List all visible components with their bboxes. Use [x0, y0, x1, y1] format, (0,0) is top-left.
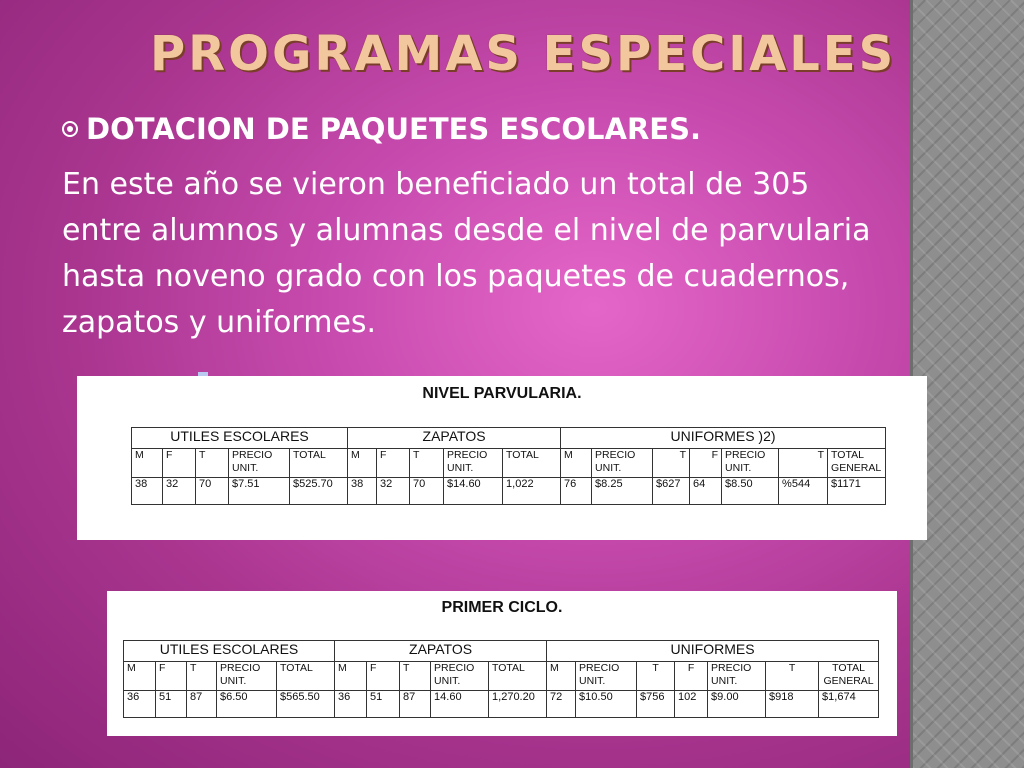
table-cell: $8.50: [722, 478, 779, 505]
table-row: [132, 478, 886, 505]
table-cell: 70: [196, 478, 229, 505]
group-header: ZAPATOS: [348, 428, 561, 449]
table-image-parvularia: [77, 376, 927, 540]
column-header: T: [410, 449, 444, 478]
group-header: ZAPATOS: [335, 641, 547, 662]
column-header: TOTAL GENERAL: [828, 449, 886, 478]
bullet-item: [62, 112, 701, 146]
table-cell: 32: [163, 478, 196, 505]
table-cell: $565.50: [277, 691, 335, 718]
group-header: UTILES ESCOLARES: [124, 641, 335, 662]
column-header: PRECIO UNIT.: [229, 449, 290, 478]
table-cell: %544: [779, 478, 828, 505]
data-table: [123, 640, 879, 718]
column-header: F: [163, 449, 196, 478]
table-cell: $1,674: [819, 691, 879, 718]
body-paragraph: En este año se vieron beneficiado un total de 305 entre alumnos y alumnas desde el nivel de parvularia hasta noveno grado con los paquetes de cuadernos, zapatos y uniformes.: [62, 167, 871, 340]
table-cell: $756: [637, 691, 675, 718]
column-header: F: [367, 662, 400, 691]
table-title: PRIMER CICLO.: [441, 599, 563, 616]
column-header: F: [675, 662, 708, 691]
bullet-text: DOTACION DE PAQUETES ESCOLARES.: [86, 112, 701, 146]
column-header: TOTAL: [503, 449, 561, 478]
column-header: TOTAL: [290, 449, 348, 478]
column-header: T: [637, 662, 675, 691]
table-cell: 76: [561, 478, 592, 505]
table-cell: $14.60: [444, 478, 503, 505]
column-header: T: [766, 662, 819, 691]
table-cell: 1,270.20: [489, 691, 547, 718]
table-image-primer-ciclo: [107, 591, 897, 736]
table-cell: 14.60: [431, 691, 489, 718]
group-header-row: [124, 641, 879, 662]
table-cell: 70: [410, 478, 444, 505]
table-title: NIVEL PARVULARIA.: [422, 385, 582, 402]
table-cell: 87: [187, 691, 217, 718]
column-header: T: [187, 662, 217, 691]
column-header: F: [377, 449, 410, 478]
column-header: F: [690, 449, 722, 478]
column-header-row: [124, 662, 879, 691]
column-header: M: [132, 449, 163, 478]
table-cell: $918: [766, 691, 819, 718]
column-header: PRECIO UNIT.: [444, 449, 503, 478]
table-cell: 51: [367, 691, 400, 718]
column-header: M: [124, 662, 156, 691]
column-header: T: [196, 449, 229, 478]
table-cell: $1171: [828, 478, 886, 505]
column-header: M: [335, 662, 367, 691]
column-header: T: [779, 449, 828, 478]
group-header-row: [132, 428, 886, 449]
column-header: T: [653, 449, 690, 478]
column-header: M: [547, 662, 576, 691]
column-header: TOTAL: [277, 662, 335, 691]
table-cell: 38: [132, 478, 163, 505]
table-cell: 36: [124, 691, 156, 718]
table-cell: $7.51: [229, 478, 290, 505]
table-cell: 38: [348, 478, 377, 505]
table-cell: 1,022: [503, 478, 561, 505]
slide-title: PROGRAMAS ESPECIALES: [150, 26, 897, 82]
column-header: PRECIO UNIT.: [217, 662, 277, 691]
table-cell: 36: [335, 691, 367, 718]
table-cell: $627: [653, 478, 690, 505]
column-header: TOTAL: [489, 662, 547, 691]
table-cell: $10.50: [576, 691, 637, 718]
table-cell: 72: [547, 691, 576, 718]
group-header: UNIFORMES )2): [561, 428, 886, 449]
data-table: [131, 427, 886, 505]
column-header: PRECIO UNIT.: [576, 662, 637, 691]
column-header: M: [561, 449, 592, 478]
column-header-row: [132, 449, 886, 478]
table-cell: $6.50: [217, 691, 277, 718]
table-cell: 64: [690, 478, 722, 505]
bullet-icon: [62, 121, 78, 137]
column-header: F: [156, 662, 187, 691]
table-cell: $9.00: [708, 691, 766, 718]
group-header: UNIFORMES: [547, 641, 879, 662]
column-header: M: [348, 449, 377, 478]
decorative-side-strip: [912, 0, 1024, 768]
table-cell: 102: [675, 691, 708, 718]
table-cell: 51: [156, 691, 187, 718]
column-header: TOTAL GENERAL: [819, 662, 879, 691]
column-header: PRECIO UNIT.: [431, 662, 489, 691]
table-cell: $8.25: [592, 478, 653, 505]
table-row: [124, 691, 879, 718]
table-cell: 32: [377, 478, 410, 505]
table-cell: $525.70: [290, 478, 348, 505]
column-header: PRECIO UNIT.: [722, 449, 779, 478]
column-header: PRECIO UNIT.: [592, 449, 653, 478]
column-header: T: [400, 662, 431, 691]
table-cell: 87: [400, 691, 431, 718]
column-header: PRECIO UNIT.: [708, 662, 766, 691]
group-header: UTILES ESCOLARES: [132, 428, 348, 449]
